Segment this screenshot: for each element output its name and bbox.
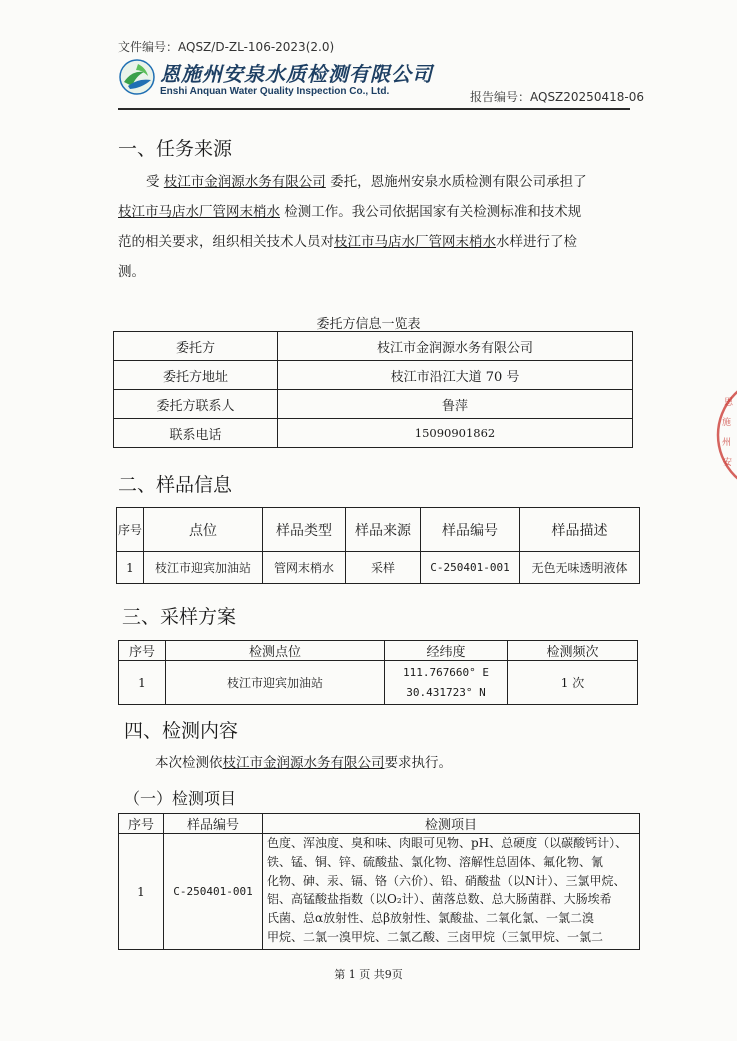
table-header: 检测频次 [508,641,638,661]
table-header: 样品编号 [421,508,520,552]
table-cell: 1 [119,661,166,705]
latitude: 30.431723° N [406,685,486,699]
items-line: 铝、高锰酸盐指数（以O₂计）、菌落总数、总大肠菌群、大肠埃希 [267,892,612,907]
page-number: 第 1 页 共9页 [334,968,403,981]
longitude: 111.767660° E [402,665,490,679]
table-cell: 1 [119,834,164,950]
table-header: 样品描述 [520,508,640,552]
table-cell: C-250401-001 [164,834,263,950]
table-cell: 枝江市沿江大道 70 号 [278,361,633,390]
table-cell: 管网末梢水 [263,552,346,584]
table-header-row [119,814,640,834]
para-text: 要求执行。 [384,755,452,771]
para-text: 受 [146,174,160,190]
company-logo-icon [118,58,156,96]
table-header-row [119,641,638,661]
table-header: 经纬度 [385,641,508,661]
table-header: 检测点位 [166,641,385,661]
test-items-cell [263,834,640,950]
table-cell: 无色无味透明液体 [520,552,640,584]
header-divider [118,108,630,110]
table-cell: 联系电话 [114,419,278,448]
table-row [114,361,633,390]
table-cell: 15090901862 [278,419,633,448]
table-header: 样品编号 [164,814,263,834]
para-text: 检测工作。我公司依据国家有关检测标准和技术规 [284,204,582,220]
table-cell: 鲁萍 [278,390,633,419]
table-cell: 1 次 [508,661,638,705]
table-header: 样品类型 [263,508,346,552]
table-header: 样品来源 [346,508,421,552]
client-name-link: 枝江市金润源水务有限公司 [222,755,385,771]
client-name-link: 枝江市金润源水务有限公司 [163,174,326,190]
company-name-cn: 恩施州安泉水质检测有限公司 [160,62,433,86]
table-header-row [117,508,640,552]
items-line: 化物、砷、汞、镉、铬（六价）、铅、硝酸盐（以N计）、三氯甲烷、 [267,873,626,888]
table-cell: C-250401-001 [421,552,520,584]
table-cell: 委托方联系人 [114,390,278,419]
para-text: 测。 [118,264,145,280]
table-row [114,332,633,361]
items-line: 色度、浑浊度、臭和味、肉眼可见物、pH、总硬度（以碳酸钙计）、 [267,836,628,850]
para-text: 本次检测依 [155,755,223,771]
table-header: 点位 [144,508,263,552]
table-header: 序号 [117,508,144,552]
table-cell: 枝江市金润源水务有限公司 [278,332,633,361]
coordinates-cell [385,661,508,705]
test-items-table [118,813,640,950]
para-text: 范的相关要求，组织相关技术人员对 [118,234,334,250]
site-name: 枝江市马店水厂管网末梢水 [118,204,280,220]
section2-heading: 二、样品信息 [118,474,233,496]
client-table-caption: 委托方信息一览表 [316,317,421,332]
company-name-en: Enshi Anquan Water Quality Inspection Co., Ltd. [160,86,390,97]
subsection-heading: （一）检测项目 [124,789,237,808]
items-line: 氏菌、总α放射性、总β放射性、氯酸盐、二氧化氯、一氯二溴 [267,911,595,926]
table-cell: 委托方地址 [114,361,278,390]
table-row [114,390,633,419]
site-name: 枝江市马店水厂管网末梢水 [334,234,496,250]
items-line: 铁、锰、铜、锌、硫酸盐、氯化物、溶解性总固体、氟化物、氰 [267,854,604,869]
table-cell: 1 [117,552,144,584]
table-header: 序号 [119,641,166,661]
table-header: 序号 [119,814,164,834]
sampling-plan-table [118,640,638,705]
table-cell: 枝江市迎宾加油站 [144,552,263,584]
svg-text:州: 州 [722,438,732,448]
section1-heading: 一、任务来源 [118,138,233,160]
table-row [119,661,638,705]
section4-intro [155,748,667,778]
table-cell: 委托方 [114,332,278,361]
section4-heading: 四、检测内容 [124,720,239,742]
table-header: 检测项目 [263,814,640,834]
table-row [114,419,633,448]
svg-text:恩: 恩 [724,398,734,408]
svg-text:施: 施 [722,418,732,428]
para-text: 委托，恩施州安泉水质检测有限公司承担了 [330,174,587,190]
file-number: 文件编号：AQSZ/D-ZL-106-2023(2.0) [118,40,335,54]
seal-stamp-icon [716,360,737,510]
para-text: 水样进行了检 [496,234,577,250]
table-row [117,552,640,584]
section1-paragraph [118,167,630,287]
table-cell: 枝江市迎宾加油站 [166,661,385,705]
report-number: 报告编号：AQSZ20250418-06 [470,90,644,104]
table-cell: 采样 [346,552,421,584]
client-info-table [113,331,633,448]
table-row [119,834,640,950]
items-line: 甲烷、二氯一溴甲烷、二氯乙酸、三卤甲烷（三氯甲烷、一氯二 [267,929,604,944]
sample-info-table [116,507,640,584]
svg-text:安: 安 [723,458,733,468]
section3-heading: 三、采样方案 [122,606,237,628]
